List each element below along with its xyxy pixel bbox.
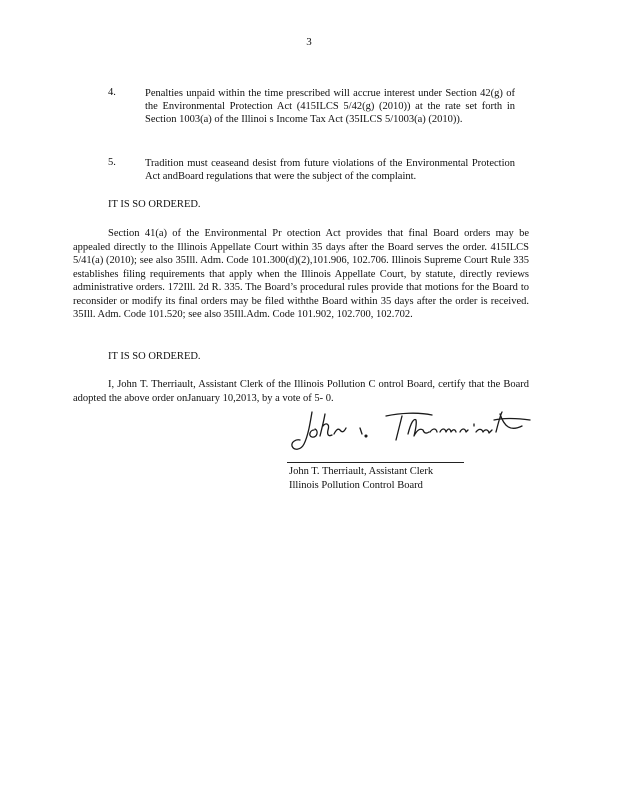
- signer-name-title: John T. Therriault, Assistant Clerk: [289, 466, 434, 477]
- signature-line: [287, 462, 464, 463]
- page-number: 3: [306, 36, 312, 48]
- appeal-paragraph: Section 41(a) of the Environmental Pr otection Act provides that final Board orders may be appealed directly to the Illinois Appellate Court within 35 days after the Board serves the order. 415ILCS 5/41(a) (2010); see also 35Ill. Adm. Code 101.300(d)(2),101.906, 102.706. Illinois Supreme Court Rule 335 establishes filing requirements that apply when the Illinois Appellate Court, by statute, directly reviews administrative orders. 172Ill. 2d R. 335. The Board’s procedural rules provide that motions for the Board to reconsider or modify its final orders may be filed withthe Board within 35 days after the order is received. 35Ill. Adm. Code 101.520; see also 35Ill.Adm. Code 101.902, 102.700, 102.702.: [73, 228, 529, 320]
- certification-paragraph: I, John T. Therriault, Assistant Clerk of the Illinois Pollution C ontrol Board, certify that the Board adopted the above order onJanuary 10,2013, by a vote of 5- 0.: [73, 379, 529, 404]
- item-text-4: Penalties unpaid within the time prescribed will accrue interest under Section 42(g) of the Environmental Protection Act (415ILCS 5/42(g) (2010)) at the rate set forth in Section 1003(a) of the Illinoi s Income Tax Act (35ILCS 5/1003(a) (2010)).: [145, 88, 515, 125]
- item-number-4: 4.: [108, 87, 116, 98]
- so-ordered-2: IT IS SO ORDERED.: [108, 351, 201, 362]
- so-ordered-1: IT IS SO ORDERED.: [108, 199, 201, 210]
- item-text-5: Tradition must ceaseand desist from future violations of the Environmental Protection Act andBoard regulations that were the subject of the complaint.: [145, 158, 515, 182]
- item-number-5: 5.: [108, 157, 116, 168]
- signature-block: [289, 465, 433, 492]
- signer-organization: Illinois Pollution Control Board: [289, 479, 423, 491]
- handwritten-signature: [290, 406, 535, 454]
